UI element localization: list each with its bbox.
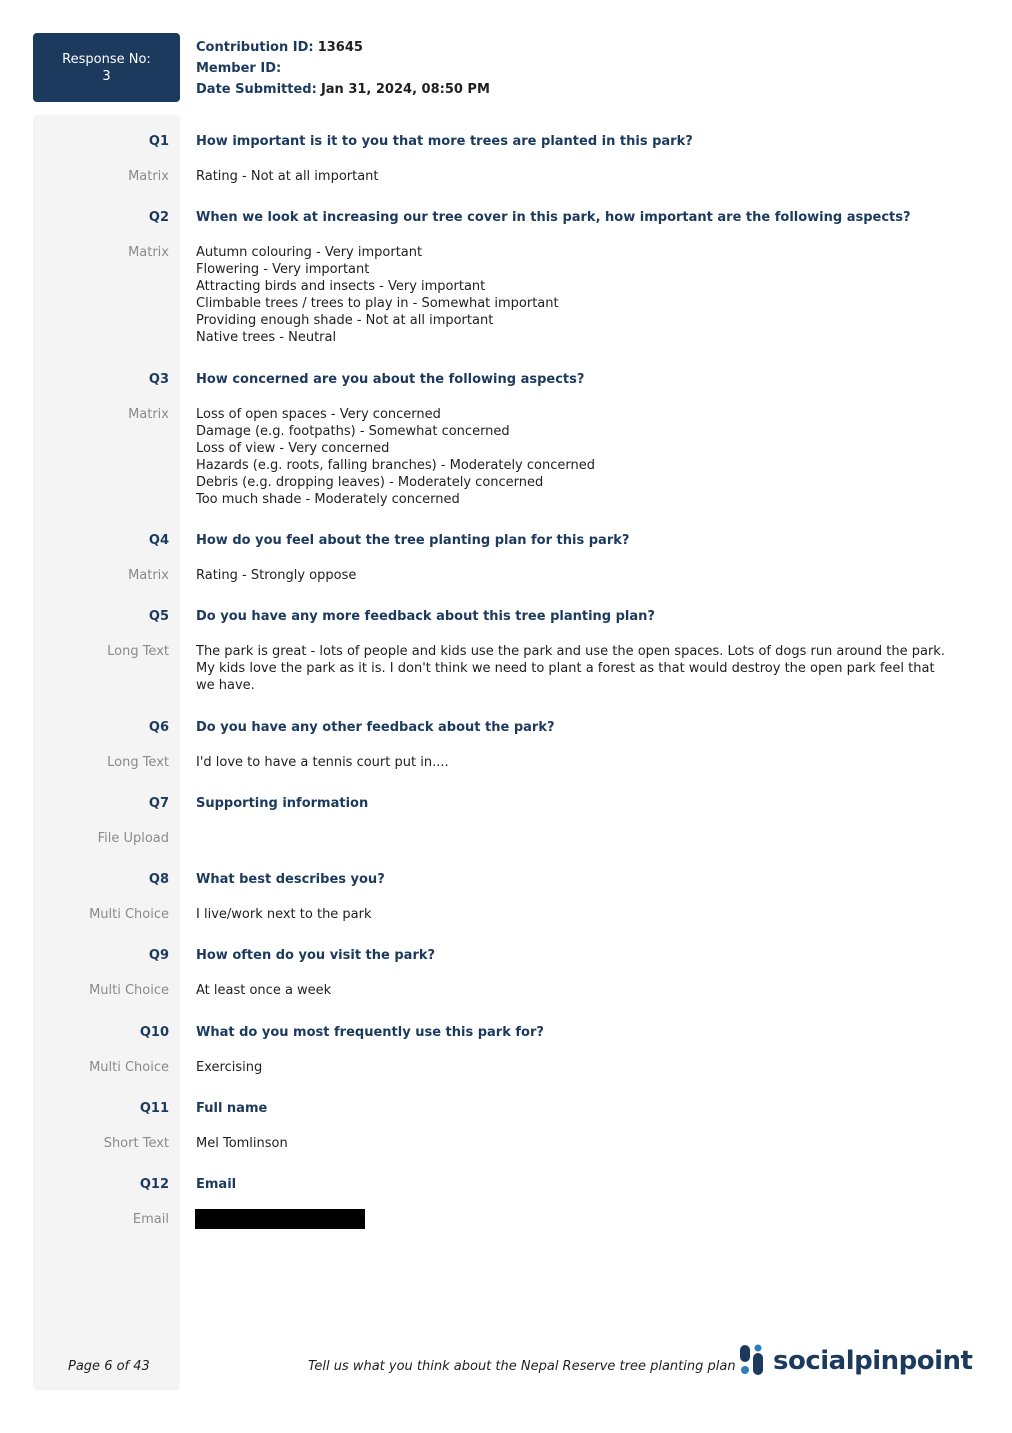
date-submitted-label: Date Submitted: <box>196 82 317 97</box>
answer-line: Native trees - Neutral <box>196 330 337 345</box>
question-number: Q10 <box>139 1025 169 1040</box>
submission-meta <box>196 37 490 100</box>
answer-line: Debris (e.g. dropping leaves) - Moderately concerned <box>196 475 544 490</box>
answer-line: Damage (e.g. footpaths) - Somewhat concerned <box>196 424 510 439</box>
contribution-id-label: Contribution ID: <box>196 40 314 55</box>
question-type: Matrix <box>128 245 169 260</box>
question-sidebar <box>33 115 180 1390</box>
answer-line: Exercising <box>196 1060 263 1075</box>
question-number: Q1 <box>148 134 169 149</box>
question-text: How important is it to you that more trees are planted in this park? <box>196 134 693 149</box>
logo-wordmark: socialpinpoint <box>773 1346 973 1376</box>
response-label: Response No: <box>62 51 151 67</box>
question-text: How do you feel about the tree planting plan for this park? <box>196 533 630 548</box>
pinpoint-logo-icon <box>739 1343 765 1379</box>
response-number: 3 <box>102 68 111 84</box>
question-text: Do you have any other feedback about the park? <box>196 720 555 735</box>
answer <box>196 906 951 923</box>
answer-line: Providing enough shade - Not at all important <box>196 313 494 328</box>
member-id-label: Member ID: <box>196 61 282 76</box>
answer-line: Attracting birds and insects - Very important <box>196 279 486 294</box>
question-number: Q8 <box>148 872 169 887</box>
answer-line: Rating - Strongly oppose <box>196 568 357 583</box>
answer-line: Loss of view - Very concerned <box>196 441 390 456</box>
contribution-id-value: 13645 <box>317 40 363 55</box>
question-type: Matrix <box>128 407 169 422</box>
answer-line: Flowering - Very important <box>196 262 370 277</box>
question-number: Q7 <box>148 796 169 811</box>
question-number: Q12 <box>139 1177 169 1192</box>
answer-line: Climbable trees / trees to play in - Somewhat important <box>196 296 559 311</box>
question-number: Q2 <box>148 210 169 225</box>
question-text: What do you most frequently use this park for? <box>196 1025 544 1040</box>
question-text: Email <box>196 1177 237 1192</box>
answer <box>196 168 951 185</box>
redacted-email <box>195 1209 365 1229</box>
question-text: How often do you visit the park? <box>196 948 436 963</box>
question-number: Q5 <box>148 609 169 624</box>
question-type: Multi Choice <box>89 1060 169 1075</box>
answer <box>196 244 951 346</box>
question-type: Email <box>132 1212 169 1227</box>
answer <box>196 406 951 508</box>
page-number: Page 6 of 43 <box>68 1359 150 1374</box>
answer-paragraph: The park is great - lots of people and kids use the park and use the open spaces. Lots of dogs run around the park. My kids love the park as it is. I don't think we need to plant a forest as that would destroy the open park feel that we have. <box>196 644 945 693</box>
answer-line: Loss of open spaces - Very concerned <box>196 407 441 422</box>
answer <box>196 1135 951 1152</box>
answer-line: I'd love to have a tennis court put in.... <box>196 755 449 770</box>
answer-line: Hazards (e.g. roots, falling branches) - Moderately concerned <box>196 458 595 473</box>
question-number: Q9 <box>148 948 169 963</box>
question-text: Supporting information <box>196 796 369 811</box>
answer <box>196 982 951 999</box>
question-type: Multi Choice <box>89 983 169 998</box>
answer-line: Mel Tomlinson <box>196 1136 288 1151</box>
question-number: Q6 <box>148 720 169 735</box>
answer <box>196 643 951 694</box>
question-text: When we look at increasing our tree cover in this park, how important are the following aspects? <box>196 210 911 225</box>
question-type: Matrix <box>128 169 169 184</box>
question-type: Short Text <box>103 1136 169 1151</box>
answer-line: At least once a week <box>196 983 332 998</box>
question-number: Q3 <box>148 372 169 387</box>
question-text: What best describes you? <box>196 872 385 887</box>
date-submitted-value: Jan 31, 2024, 08:50 PM <box>320 82 490 97</box>
question-number: Q11 <box>139 1101 169 1116</box>
response-number-badge <box>33 33 180 102</box>
question-type: Matrix <box>128 568 169 583</box>
answer-line: I live/work next to the park <box>196 907 372 922</box>
question-type: Long Text <box>107 755 169 770</box>
document-title: Tell us what you think about the Nepal Reserve tree planting plan <box>308 1359 736 1374</box>
answer-line: Rating - Not at all important <box>196 169 379 184</box>
question-text: Full name <box>196 1101 268 1116</box>
answer <box>196 754 951 771</box>
socialpinpoint-logo <box>739 1342 972 1380</box>
question-type: Multi Choice <box>89 907 169 922</box>
answer-line: Too much shade - Moderately concerned <box>196 492 460 507</box>
question-text: How concerned are you about the following aspects? <box>196 372 585 387</box>
question-text: Do you have any more feedback about this tree planting plan? <box>196 609 655 624</box>
question-type: File Upload <box>97 831 169 846</box>
answer <box>196 567 951 584</box>
answer-line: Autumn colouring - Very important <box>196 245 423 260</box>
answer <box>196 1059 951 1076</box>
question-type: Long Text <box>107 644 169 659</box>
question-number: Q4 <box>148 533 169 548</box>
